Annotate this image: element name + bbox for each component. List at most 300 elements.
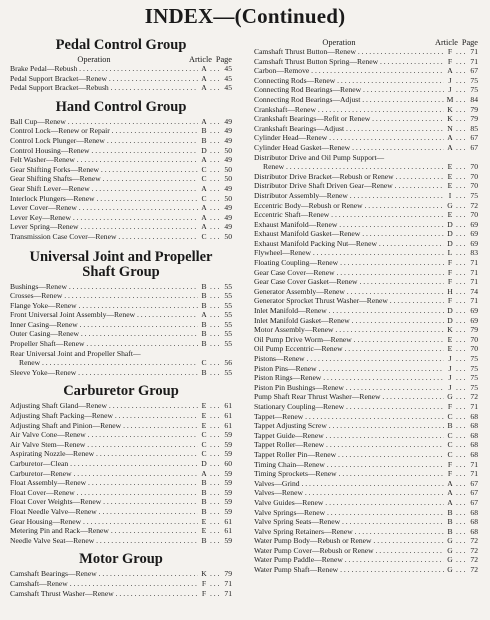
- entry-article: J: [448, 373, 452, 383]
- index-entry: [10, 74, 232, 84]
- leader-dots: [456, 431, 466, 441]
- entry-page: 61: [224, 420, 232, 430]
- leader-dots: [456, 316, 466, 326]
- page-title: INDEX—(Continued): [144, 4, 346, 28]
- index-entry: [10, 64, 232, 74]
- carburetor-entries: [10, 401, 232, 545]
- entry-operation: Pedal Support Bracket—Rebush . . .: [10, 83, 198, 93]
- entry-operation: Valve Spring Seats—Renew . . .: [254, 517, 444, 527]
- entry-operation: Gear Housing—Renew . . .: [10, 517, 198, 527]
- index-entry: [254, 565, 478, 575]
- entry-page: 72: [470, 545, 478, 555]
- entry-article: E: [201, 420, 207, 430]
- leader-dots: [456, 479, 466, 489]
- leader-dots: [210, 301, 220, 311]
- index-entry: [254, 191, 478, 201]
- entry-article: B: [201, 535, 207, 545]
- entry-page: 69: [470, 229, 478, 239]
- pedal-entries: [10, 64, 232, 93]
- entry-operation: Aspirating Nozzle—Renew . . .: [10, 449, 198, 459]
- entry-page: 59: [224, 468, 232, 478]
- index-entry: [10, 449, 232, 459]
- leader-dots: [210, 440, 220, 450]
- leader-dots: [210, 282, 220, 292]
- entry-article: F: [447, 296, 453, 306]
- entry-page: 55: [224, 310, 232, 320]
- entry-article: B: [201, 367, 207, 377]
- leader-dots: [210, 579, 220, 589]
- entry-page: 50: [224, 193, 232, 203]
- entry-operation: Carbon—Remove . . .: [254, 66, 444, 76]
- entry-page: 84: [470, 94, 478, 104]
- entry-page: 70: [470, 334, 478, 344]
- entry-operation: Inlet Manifold—Renew . . .: [254, 306, 444, 316]
- index-entry: [10, 349, 232, 359]
- index-entry: [254, 392, 478, 402]
- entry-article: E: [447, 210, 453, 220]
- index-entry: [10, 497, 232, 507]
- index-entry: [254, 47, 478, 57]
- entry-page: 55: [224, 339, 232, 349]
- leader-dots: [456, 325, 466, 335]
- right-column: [254, 38, 478, 575]
- entry-page: 69: [470, 238, 478, 248]
- leader-dots: [210, 526, 220, 536]
- index-entry: [254, 354, 478, 364]
- entry-operation: Eccentric Shaft—Renew . . .: [254, 210, 444, 220]
- entry-page: 71: [224, 588, 232, 598]
- entry-article: A: [201, 310, 207, 320]
- entry-operation: Inner Casing—Renew . . .: [10, 320, 198, 330]
- entry-operation: Cylinder Head Gasket—Renew . . .: [254, 143, 444, 153]
- entry-operation: Flange Yoke—Renew . . .: [10, 301, 198, 311]
- entry-article: C: [201, 449, 207, 459]
- entry-page: 45: [224, 83, 232, 93]
- entry-page: 67: [470, 133, 478, 143]
- index-entry: [254, 450, 478, 460]
- entry-article: A: [447, 66, 453, 76]
- entry-page: 55: [224, 300, 232, 310]
- entry-article: B: [447, 421, 453, 431]
- entry-article: D: [447, 315, 453, 325]
- entry-operation: Adjusting Shaft Gland—Renew . . .: [10, 401, 198, 411]
- index-entry: [254, 306, 478, 316]
- entry-article: A: [201, 83, 207, 93]
- leader-dots: [210, 155, 220, 165]
- entry-page: 50: [224, 231, 232, 241]
- entry-operation: Felt Washer—Renew . . .: [10, 155, 198, 165]
- index-entry: [254, 85, 478, 95]
- entry-article: A: [201, 468, 207, 478]
- leader-dots: [210, 421, 220, 431]
- leader-dots: [456, 364, 466, 374]
- entry-operation: Float Cover Weights—Renew . . .: [10, 497, 198, 507]
- entry-page: 49: [224, 183, 232, 193]
- leader-dots: [456, 344, 466, 354]
- index-entry: [10, 339, 232, 349]
- entry-page: 74: [470, 286, 478, 296]
- entry-operation: Control Lock—Renew or Repair . . .: [10, 126, 198, 136]
- entry-page: 83: [470, 248, 478, 258]
- entry-article: J: [448, 85, 452, 95]
- entry-operation: Valves—Grind . . .: [254, 479, 444, 489]
- entry-operation: Flywheel—Renew . . .: [254, 248, 444, 258]
- entry-page: 72: [470, 565, 478, 575]
- entry-page: 71: [470, 469, 478, 479]
- left-column: [10, 38, 232, 598]
- index-entry: [10, 478, 232, 488]
- entry-operation: Camshaft Thrust Washer—Renew . . .: [10, 589, 198, 599]
- entry-article: F: [201, 578, 207, 588]
- index-entry: [254, 105, 478, 115]
- index-entry: [10, 569, 232, 579]
- entry-article: C: [447, 411, 453, 421]
- index-entry: [10, 126, 232, 136]
- entry-page: 79: [224, 569, 232, 579]
- entry-page: 49: [224, 212, 232, 222]
- index-entry: [10, 184, 232, 194]
- group-title-pedal: Pedal Control Group: [55, 37, 187, 53]
- entry-operation: Pistons—Renew . . .: [254, 354, 444, 364]
- entry-article: B: [201, 291, 207, 301]
- entry-article: C: [201, 439, 207, 449]
- index-entry: [10, 411, 232, 421]
- leader-dots: [456, 133, 466, 143]
- entry-article: J: [448, 382, 452, 392]
- leader-dots: [210, 339, 220, 349]
- leader-dots: [210, 329, 220, 339]
- entry-page: 68: [470, 430, 478, 440]
- leader-dots: [210, 222, 220, 232]
- index-entry: [254, 248, 478, 258]
- entry-page: 69: [470, 306, 478, 316]
- entry-article: A: [447, 478, 453, 488]
- entry-article: C: [201, 358, 207, 368]
- entry-article: L: [447, 248, 453, 258]
- leader-dots: [456, 210, 466, 220]
- entry-operation: Needle Valve Seat—Renew . . .: [10, 536, 198, 546]
- entry-page: 72: [470, 392, 478, 402]
- index-entry: [254, 143, 478, 153]
- entry-article: E: [201, 401, 207, 411]
- entry-article: A: [201, 64, 207, 73]
- index-entry: [254, 95, 478, 105]
- entry-page: 68: [470, 449, 478, 459]
- leader-dots: [210, 358, 220, 368]
- leader-dots: [456, 57, 466, 67]
- entry-operation: Tappet Adjusting Screw . . .: [254, 421, 444, 431]
- index-entry: [254, 421, 478, 431]
- entry-page: 59: [224, 478, 232, 488]
- leader-dots: [456, 517, 466, 527]
- entry-article: A: [447, 497, 453, 507]
- header-page: Page: [215, 55, 232, 64]
- entry-article: D: [447, 219, 453, 229]
- entry-page: 50: [224, 145, 232, 155]
- entry-page: 70: [470, 210, 478, 220]
- index-entry: [10, 507, 232, 517]
- leader-dots: [456, 565, 466, 575]
- entry-operation: Tappet Guide—Renew . . .: [254, 431, 444, 441]
- motor-entries-continued-2: [254, 172, 478, 575]
- leader-dots: [210, 117, 220, 127]
- leader-dots: [456, 239, 466, 249]
- entry-article: A: [201, 155, 207, 165]
- leader-dots: [210, 74, 220, 84]
- leader-dots: [456, 114, 466, 124]
- entry-operation: Distributor Assembly—Renew . . .: [254, 191, 444, 201]
- leader-dots: [210, 411, 220, 421]
- index-entry: [254, 517, 478, 527]
- entry-article: D: [201, 459, 207, 468]
- entry-page: 68: [470, 517, 478, 527]
- entry-operation: Distributor Drive Shaft Driven Gear—Renew . . .: [254, 181, 444, 191]
- leader-dots: [456, 536, 466, 546]
- leader-dots: [210, 83, 220, 93]
- index-entry: [10, 430, 232, 440]
- entry-page: 71: [470, 277, 478, 287]
- index-entry: [10, 155, 232, 165]
- entry-article: C: [447, 430, 453, 440]
- entry-article: B: [201, 319, 207, 329]
- index-entry: [254, 383, 478, 393]
- entry-page: 49: [224, 203, 232, 213]
- entry-article: B: [447, 507, 453, 517]
- entry-page: 72: [470, 536, 478, 546]
- entry-article: C: [201, 231, 207, 241]
- index-entry: [254, 229, 478, 239]
- leader-dots: [456, 287, 466, 297]
- leader-dots: [456, 306, 466, 316]
- entry-article: D: [201, 145, 207, 155]
- index-entry: [254, 277, 478, 287]
- leader-dots: [210, 232, 220, 242]
- entry-operation: Floating Coupling—Renew . . .: [254, 258, 444, 268]
- entry-page: 71: [224, 578, 232, 588]
- entry-page: 59: [224, 497, 232, 507]
- index-entry: [254, 57, 478, 67]
- entry-operation: Renew . . .: [19, 358, 198, 368]
- entry-article: G: [447, 565, 453, 575]
- leader-dots: [456, 469, 466, 479]
- index-entry: [10, 146, 232, 156]
- entry-page: 70: [470, 344, 478, 354]
- index-entry: [10, 165, 232, 175]
- entry-article: J: [448, 363, 452, 373]
- index-entry: [254, 440, 478, 450]
- entry-article: B: [201, 126, 207, 136]
- entry-article: F: [447, 469, 453, 479]
- entry-article: B: [201, 300, 207, 310]
- entry-article: B: [201, 281, 207, 291]
- entry-page: 49: [224, 222, 232, 232]
- leader-dots: [210, 459, 220, 469]
- leader-dots: [210, 497, 220, 507]
- index-entry: [254, 344, 478, 354]
- entry-operation: Inlet Manifold Gasket—Renew . . .: [254, 316, 444, 326]
- entry-operation: Motor Assembly—Renew . . .: [254, 325, 444, 335]
- index-entry: [10, 291, 232, 301]
- index-entry: [254, 508, 478, 518]
- leader-dots: [456, 191, 466, 201]
- leader-dots: [456, 201, 466, 211]
- entry-page: 71: [470, 459, 478, 469]
- index-entry: [254, 402, 478, 412]
- entry-page: 49: [224, 135, 232, 145]
- entry-operation: Air Valve Stem—Renew . . .: [10, 440, 198, 450]
- entry-operation: Gear Shifting Forks—Renew . . .: [10, 165, 198, 175]
- entry-article: A: [201, 73, 207, 83]
- entry-article: A: [201, 203, 207, 213]
- entry-page: 70: [470, 162, 478, 172]
- entry-article: D: [447, 229, 453, 239]
- entry-article: A: [447, 488, 453, 498]
- entry-article: C: [447, 440, 453, 450]
- entry-operation: Eccentric Body—Rebush or Renew . . .: [254, 201, 444, 211]
- entry-page: 85: [470, 123, 478, 133]
- entry-article: D: [447, 238, 453, 248]
- leader-dots: [456, 258, 466, 268]
- entry-operation: Connecting Rod Bearings—Renew . . .: [254, 85, 444, 95]
- entry-page: 61: [224, 411, 232, 421]
- leader-dots: [456, 402, 466, 412]
- leader-dots: [456, 335, 466, 345]
- entry-operation: Water Pump Cover—Rebush or Renew . . .: [254, 546, 444, 556]
- leader-dots: [210, 203, 220, 213]
- index-entry: [254, 536, 478, 546]
- leader-dots: [210, 517, 220, 527]
- index-entry: [254, 296, 478, 306]
- index-entry: [254, 488, 478, 498]
- index-entry: [10, 136, 232, 146]
- entry-article: G: [447, 555, 453, 565]
- entry-article: E: [447, 344, 453, 354]
- entry-page: 61: [224, 526, 232, 536]
- index-entry: [10, 83, 232, 93]
- entry-operation: Metering Pin and Rack—Renew . . .: [10, 526, 198, 536]
- entry-operation: Valve Guides—Renew . . .: [254, 498, 444, 508]
- entry-operation: Crankshaft Bearings—Adjust . . .: [254, 124, 444, 134]
- leader-dots: [456, 181, 466, 191]
- hand-entries: [10, 117, 232, 242]
- leader-dots: [456, 76, 466, 86]
- universal-entries: [10, 282, 232, 349]
- entry-article: J: [448, 354, 452, 363]
- index-entry: [254, 124, 478, 134]
- entry-article: E: [201, 516, 207, 526]
- entry-article: E: [201, 411, 207, 421]
- entry-operation: Propeller Shaft—Renew . . .: [10, 339, 198, 349]
- index-entry: [254, 412, 478, 422]
- leader-dots: [210, 174, 220, 184]
- index-entry: [254, 210, 478, 220]
- entry-operation: Exhaust Manifold—Renew . . .: [254, 220, 444, 230]
- index-entry: [10, 213, 232, 223]
- entry-article: E: [447, 181, 453, 191]
- entry-page: 67: [470, 478, 478, 488]
- entry-page: 70: [470, 171, 478, 181]
- entry-operation: Camshaft Thrust Button Spring—Renew . . .: [254, 57, 444, 67]
- entry-article: G: [447, 536, 453, 546]
- index-entry: [254, 114, 478, 124]
- leader-dots: [456, 488, 466, 498]
- leader-dots: [456, 248, 466, 258]
- entry-operation: Float Assembly—Renew . . .: [10, 478, 198, 488]
- index-entry: [10, 174, 232, 184]
- entry-page: 69: [470, 315, 478, 325]
- entry-page: 59: [224, 430, 232, 440]
- entry-page: 49: [224, 116, 232, 126]
- entry-operation: Sleeve Yoke—Renew . . .: [10, 368, 198, 378]
- entry-operation: Camshaft—Renew . . .: [10, 579, 198, 589]
- leader-dots: [456, 143, 466, 153]
- entry-operation: Crankshaft Bearings—Refit or Renew . . .: [254, 114, 444, 124]
- index-entry: [254, 287, 478, 297]
- leader-dots: [210, 213, 220, 223]
- entry-article: H: [447, 286, 453, 296]
- entry-page: 75: [470, 382, 478, 392]
- entry-page: 55: [224, 367, 232, 377]
- entry-article: E: [201, 526, 207, 536]
- header-page: Page: [461, 38, 478, 47]
- entry-article: F: [447, 401, 453, 411]
- index-entry: [10, 579, 232, 589]
- leader-dots: [456, 498, 466, 508]
- leader-dots: [456, 354, 466, 364]
- entry-page: 69: [470, 219, 478, 229]
- index-entry: [254, 258, 478, 268]
- index-entry: [10, 401, 232, 411]
- entry-operation: Gear Shift Lever—Renew . . .: [10, 184, 198, 194]
- entry-operation: Ball Cup—Renew . . .: [10, 117, 198, 127]
- entry-operation: Pump Shaft Rear Thrust Washer—Renew . . .: [254, 392, 444, 402]
- entry-page: 50: [224, 164, 232, 174]
- entry-article: F: [447, 459, 453, 469]
- entry-page: 59: [224, 439, 232, 449]
- entry-operation: Carburetor—Renew . . .: [10, 469, 198, 479]
- entry-page: 67: [470, 66, 478, 76]
- entry-page: 68: [470, 411, 478, 421]
- entry-operation: Float Cover—Renew . . .: [10, 488, 198, 498]
- entry-operation: Timing Sprockets—Renew . . .: [254, 469, 444, 479]
- leader-dots: [210, 401, 220, 411]
- entry-article: F: [447, 277, 453, 287]
- entry-operation: Valves—Renew . . .: [254, 488, 444, 498]
- leader-dots: [456, 85, 466, 95]
- entry-article: C: [201, 174, 207, 184]
- index-entry: [10, 368, 232, 378]
- entry-page: 71: [470, 56, 478, 66]
- entry-page: 45: [224, 73, 232, 83]
- leader-dots: [456, 162, 466, 172]
- entry-operation: Renew . . .: [263, 162, 444, 172]
- leader-dots: [456, 383, 466, 393]
- leader-dots: [456, 296, 466, 306]
- entry-operation: Valve Springs—Renew . . .: [254, 508, 444, 518]
- index-entry: [10, 526, 232, 536]
- entry-operation: Piston Pin Bushings—Renew . . .: [254, 383, 444, 393]
- leader-dots: [210, 449, 220, 459]
- entry-page: 70: [470, 181, 478, 191]
- entry-article: B: [201, 339, 207, 349]
- index-entry: [254, 201, 478, 211]
- entry-operation: Piston Pins—Renew . . .: [254, 364, 444, 374]
- entry-page: 55: [224, 291, 232, 301]
- universal-entries-2: [10, 368, 232, 378]
- entry-article: N: [447, 123, 453, 133]
- entry-operation: Oil Pump Drive Worm—Renew . . .: [254, 335, 444, 345]
- entry-operation: Control Housing—Renew . . .: [10, 146, 198, 156]
